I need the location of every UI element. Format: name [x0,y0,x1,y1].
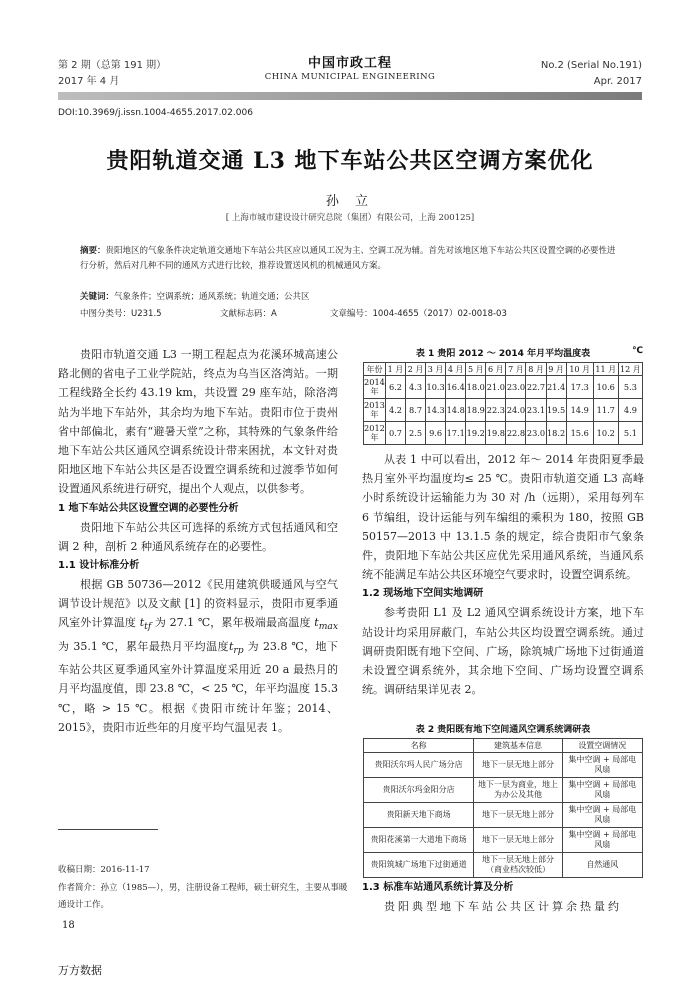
table-1-year-cell: 2014 年 [364,376,386,399]
table-1-value-cell: 18.9 [466,399,486,422]
page-number: 18 [62,920,75,931]
table-1-value-cell: 19.8 [486,422,506,445]
table-1-header-cell: 7 月 [506,363,526,376]
table-1-value-cell: 14.9 [566,399,593,422]
author-bio: 作者简介：孙立（1985—），男，注册设备工程师，硕士研究生，主要从事暖通设计工作。 [58,883,348,910]
table-1-header-cell: 1 月 [385,363,405,376]
table-1-value-cell: 22.7 [526,376,546,399]
section-1-heading: 1 地下车站公共区设置空调的必要性分析 [58,502,239,514]
table-1-value-cell: 10.2 [593,422,618,445]
table-1-value-cell: 22.8 [506,422,526,445]
table-2-cell: 自然通风 [562,853,642,878]
table-2-cell: 贵阳花溪第一大道地下商场 [364,828,474,853]
journal-name-en: CHINA MUNICIPAL ENGINEERING [264,72,436,82]
keywords [80,290,310,302]
table-1-caption [363,346,643,359]
section-1-2-heading: 1.2 现场地下空间实地调研 [362,588,484,600]
right-column-upper [362,450,644,699]
table-2-header-cell: 建筑基本信息 [474,739,562,753]
table-1-value-cell: 24.0 [506,399,526,422]
table-1-value-cell: 23.1 [526,399,546,422]
table-1-value-cell: 21.4 [546,376,566,399]
table-1-header-cell: 3 月 [426,363,446,376]
table-1-value-cell: 23.0 [526,422,546,445]
table-1-value-cell: 22.3 [486,399,506,422]
abstract [80,244,620,274]
table-1-value-cell: 17.3 [566,376,593,399]
document-code: 文献标志码：A [220,309,277,319]
table-1-value-cell: 10.6 [593,376,618,399]
table-1-value-cell: 10.3 [426,376,446,399]
section-1-1-heading: 1.1 设计标准分析 [58,560,140,572]
table-1-value-cell: 4.9 [618,399,642,422]
doi: DOI:10.3969/j.issn.1004-4655.2017.02.006 [58,108,253,118]
table-1-value-cell: 5.1 [618,422,642,445]
table-1-header-cell: 8 月 [526,363,546,376]
table-1-value-cell: 23.0 [506,376,526,399]
keywords-text: 气象条件；空调系统；通风系统；轨道交通；公共区 [114,292,310,302]
classification-line [80,307,620,319]
table-1-header-cell: 10 月 [566,363,593,376]
para-part-a: 根据 GB 50736—2012《民用建筑供暖通风与空气调节设计规范》以及文献 [1] 的资料显示，贵阳市夏季通风室外计算温度 [58,578,338,630]
para-part-d: 为 23.8 ℃，地下车站公共区夏季通风室外计算温度采用近 20 a 最热月的月平均温度值，即 23.8 ℃，< 25 ℃，年平均温度 15.3 ℃，略 > 15 ℃。根据《贵阳市统计年鉴；2014、2015》，贵阳市近些年的月度平均气温见表 1。 [58,639,338,734]
table-1-value-cell: 17.1 [446,422,466,445]
table-1-value-cell: 19.2 [466,422,486,445]
table-2-cell: 地下一层无地上部分 [474,803,562,828]
table-1-header-cell: 2 月 [406,363,426,376]
table-1-value-cell: 5.3 [618,376,642,399]
watermark: 万方数据 [58,964,102,977]
issue-cn: 第 2 期（总第 191 期） [58,60,167,71]
table-2-header-cell: 名称 [364,739,474,753]
clc-number: 中图分类号：U231.5 [80,309,162,319]
table-2-row [364,803,643,828]
section-1-paragraph: 贵阳地下车站公共区可选择的系统方式包括通风和空调 2 种，剖析 2 种通风系统存在的必要性。 [58,520,338,553]
table-1-value-cell: 15.6 [566,422,593,445]
table-1-value-cell: 18.0 [466,376,486,399]
table-1-header-cell: 11 月 [593,363,618,376]
right-column-lower [362,878,644,916]
section-1-2-paragraph: 参考贵阳 L1 及 L2 通风空调系统设计方案，地下车站设计均采用屏蔽门，车站公共区均设置空调系统。通过调研贵阳既有地下空间、广场，除筑城广场地下过街通道未设置空调系统外，其余地下空间、广场均设置空调系统。调研结果详见表 2。 [362,606,644,697]
table-1-header-cell: 9 月 [546,363,566,376]
table-2-cell: 贵阳筑城广场地下过街通道 [364,853,474,878]
table-2-cell: 地下一层无地上部分 [474,753,562,778]
table-1-analysis-paragraph: 从表 1 中可以看出，2012 年～ 2014 年贵阳夏季最热月室外平均温度均≤ 25 ℃。贵阳市轨道交通 L3 高峰小时系统设计运输能力为 30 对 /h（远期），采用每列车 6 节编组，设计运能与列车编组的乘积为 180，按照 GB 50157—2013 中 13.1.5 条的规定，综合贵阳市气象条件，贵阳地下车站公共区应优先采用通风系统，当通风系统不能满足车站公共区环境空气要求时，设置空调系统。 [362,453,644,582]
table-2-row [364,828,643,853]
table-1-header-cell: 12 月 [620,364,641,374]
journal-logo-cn: 中国市政工程 [307,56,392,71]
article-number: 文章编号：1004-4655（2017）02-0018-03 [330,309,507,319]
table-2-cell: 集中空调 + 局部电风扇 [562,753,642,778]
table-2-cell: 集中空调 + 局部电风扇 [562,778,642,803]
table-2-row [364,753,643,778]
keywords-label: 关键词： [80,292,115,302]
paper-title: 贵阳轨道交通 L3 地下车站公共区空调方案优化 [106,148,594,174]
table-1-header-cell: 4 月 [446,363,466,376]
table-1-year-cell: 2013 年 [364,399,386,422]
symbol-t-rp: $t_{rp}$ [228,639,244,657]
table-1-value-cell: 16.4 [446,376,466,399]
table-2-cell: 贵阳新天地下商场 [364,803,474,828]
table-1-value-cell: 14.3 [426,399,446,422]
abstract-label: 摘要： [80,246,106,256]
header-bar [58,92,642,100]
table-1-value-cell: 11.7 [593,399,618,422]
table-1-year-cell: 2012 年 [364,422,386,445]
table-2-cell: 贵阳沃尔玛人民广场分店 [364,753,474,778]
table-2-cell: 地下一层无地上部分（商业档次较低） [474,853,562,878]
table-1-value-cell: 2.5 [406,422,426,445]
section-1-3-paragraph: 贵阳典型地下车站公共区计算余热量约 [384,900,622,913]
table-1-value-cell: 8.7 [406,399,426,422]
symbol-t-max: $t_{max}$ [314,616,339,633]
table-1-value-cell: 6.2 [385,376,405,399]
table-1-header-cell: 5 月 [466,363,486,376]
table-1-value-cell: 9.6 [426,422,446,445]
table-1-value-cell: 14.8 [446,399,466,422]
section-1-3-heading: 1.3 标准车站通风系统计算及分析 [362,882,514,893]
para-part-b: 为 27.1 ℃，累年极端最高温度 [154,616,311,630]
table-1-header-cell: 6 月 [486,363,506,376]
table-2-cell: 地下一层无地上部分 [474,828,562,853]
table-1-row [364,422,643,445]
table-1-row [364,376,643,399]
table-1-value-cell: 4.3 [406,376,426,399]
table-1-unit: ℃ [632,346,643,356]
table-1-row [364,399,643,422]
table-1-value-cell: 4.2 [385,399,405,422]
table-2-cell: 贵阳沃尔玛金阳分店 [364,778,474,803]
table-1-value-cell: 0.7 [385,422,405,445]
received-date: 收稿日期：2016-11-17 [58,865,150,875]
date-en: Apr. 2017 [593,76,642,87]
table-2 [363,738,643,878]
table-1-value-cell: 18.2 [546,422,566,445]
table-1-value-cell: 19.5 [546,399,566,422]
table-1-header-cell: 年份 [364,363,386,376]
table-2-row [364,778,643,803]
para-part-c: 为 35.1 ℃，累年最热月平均温度 [58,639,229,653]
abstract-text: 贵阳地区的气象条件决定轨道交通地下车站公共区应以通风工况为主、空调工况为辅。首先对该地区地下车站公共区设置空调的必要性进行分析，然后对几种不同的通风方式进行比较，推荐设置送风机的机械通风方案。 [80,246,616,271]
affiliation: [ 上海市城市建设设计研究总院（集团）有限公司，上海 200125] [225,213,475,223]
table-2-header-cell: 设置空调情况 [562,739,642,753]
footnote-rule [58,829,158,830]
table-1-title: 表 1 贵阳 2012 ～ 2014 年月平均温度表 [415,349,591,359]
table-2-caption: 表 2 贵阳既有地下空间通风空调系统调研表 [415,725,591,735]
date-cn: 2017 年 4 月 [58,76,120,87]
header-right [541,58,642,90]
table-2-row [364,853,643,878]
table-2-cell: 集中空调 + 局部电风扇 [562,828,642,853]
issue-en: No.2 (Serial No.191) [540,60,642,71]
table-1 [363,362,643,445]
intro-paragraph: 贵阳市轨道交通 L3 一期工程起点为花溪环城高速公路北侧的省电子工业学院站，终点为乌当区洛湾站。一期工程线路全长约 43.19 km，共设置 29 座车站，除洛湾站为半地下车站外，其余均为地下车站。贵阳市位于贵州省中部偏北，素有“避暑天堂”之称，其特殊的气象条件给地下车站公共区通风空调系统设计带来困扰，本文针对贵阳地区地下车站公共区是否设置空调系统和过渡季节如何设置通风系统进行研究，提出个人观点，以供参考。 [58,348,338,496]
table-2-cell: 集中空调 + 局部电风扇 [562,803,642,828]
table-2-cell: 地下一层为商业，地上为办公及其他 [474,778,562,803]
left-column [58,345,338,737]
author: 孙 立 [325,194,375,209]
table-1-value-cell: 21.0 [486,376,506,399]
symbol-t-tf: $t_{tf}$ [139,616,152,633]
section-1-1-paragraph [58,575,338,737]
